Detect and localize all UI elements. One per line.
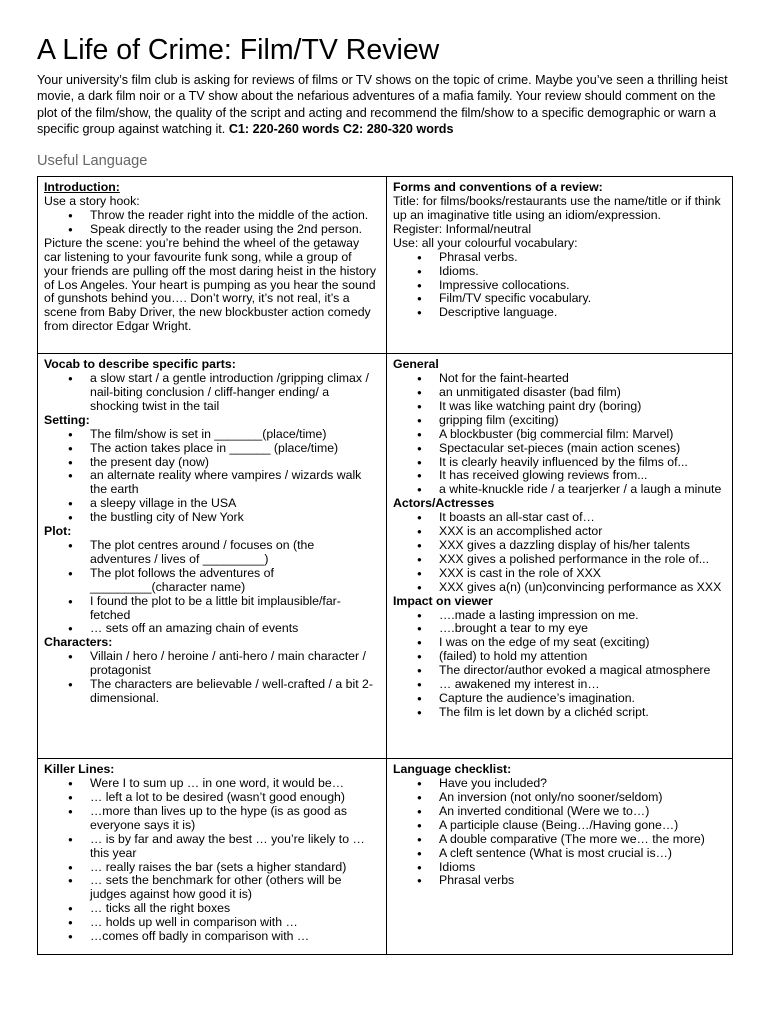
useful-language-heading: Useful Language [37, 153, 148, 170]
plot-heading: Plot: [44, 524, 72, 539]
list-item: ● an alternate reality where vampires / wizards walk the earth [90, 469, 378, 497]
checklist-cell [387, 759, 733, 955]
list-item: ● I was on the edge of my seat (exciting) [439, 636, 724, 650]
list-item: ● … sets the benchmark for other (others will be judges against how good it is) [90, 874, 378, 902]
list-item: ● Descriptive language. [439, 306, 724, 320]
list-item: ● Have you included? [439, 777, 724, 791]
forms-cell [387, 177, 733, 354]
list-item: ● the present day (now) [90, 456, 378, 470]
list-item: ● … sets off an amazing chain of events [90, 622, 378, 636]
list-item: ● Throw the reader right into the middle of the action. [90, 209, 378, 223]
language-table [37, 176, 733, 955]
characters-heading: Characters: [44, 635, 113, 650]
list-item: ● Spectacular set-pieces (main action scenes) [439, 442, 724, 456]
forms-heading: Forms and conventions of a review: [393, 180, 603, 195]
list-item: ● Idioms [439, 861, 724, 875]
list-item: ● The film is let down by a clichéd script. [439, 706, 724, 720]
vocab-cell [38, 354, 387, 759]
general-heading: General [393, 357, 439, 372]
impact-list [393, 609, 724, 720]
list-item: ● A participle clause (Being…/Having gone…) [439, 819, 724, 833]
list-item: ● … really raises the bar (sets a higher standard) [90, 861, 378, 875]
list-item: ● (failed) to hold my attention [439, 650, 724, 664]
killer-lines-heading: Killer Lines: [44, 762, 115, 777]
table-row [38, 354, 733, 759]
task-text: Your university’s film club is asking for reviews of films or TV shows on the topic of crime. Maybe you’ve seen a thrilling heist movie, a dark film noir or a TV show about the nefarious adventures of a mafia family. Your review should comment on the plot of the film/show, the quality of the script and acting and recommend the film/show to a specific demographic or warn a specific group against watching it. [37, 73, 728, 136]
list-item: ● The plot follows the adventures of _________(character name) [90, 567, 378, 595]
introduction-cell [38, 177, 387, 354]
list-item: ● …comes off badly in comparison with … [90, 930, 378, 944]
list-item: ● Villain / hero / heroine / anti-hero / main character / protagonist [90, 650, 378, 678]
introduction-example: Picture the scene: you’re behind the wheel of the getaway car listening to your favourite funk song, while a group of your friends are pulling off the most daring heist in the history of Los Angeles. Your heart is pumping as you hear the sound of gunshots behind you…. Don’t worry, it’s not real, it’s a scene from Baby Driver, the new blockbuster action comedy from director Edgar Wright. [44, 235, 376, 334]
list-item: ● The film/show is set in _______(place/time) [90, 428, 378, 442]
list-item: ● Phrasal verbs [439, 874, 724, 888]
list-item: ● …more than lives up to the hype (is as good as everyone says it is) [90, 805, 378, 833]
actors-list [393, 511, 724, 594]
plot-list [44, 539, 378, 636]
list-item: ● The plot centres around / focuses on (the adventures / lives of _________) [90, 539, 378, 567]
list-item: ● An inverted conditional (Were we to…) [439, 805, 724, 819]
table-row [38, 177, 733, 354]
forms-list [393, 251, 724, 321]
forms-register-line: Register: Informal/neutral [393, 221, 532, 236]
list-item: ● a slow start / a gentle introduction /gripping climax / nail-biting conclusion / cliff-hanger ending/ a shocking twist in the tail [90, 372, 378, 414]
document-page [37, 30, 733, 955]
list-item: ● ….brought a tear to my eye [439, 622, 724, 636]
checklist-list [393, 777, 724, 888]
list-item: ● the bustling city of New York [90, 511, 378, 525]
setting-list [44, 428, 378, 525]
general-cell [387, 354, 733, 759]
list-item: ● … left a lot to be desired (wasn’t good enough) [90, 791, 378, 805]
killer-lines-cell [38, 759, 387, 955]
list-item: ● gripping film (exciting) [439, 414, 724, 428]
list-item: ● Capture the audience’s imagination. [439, 692, 724, 706]
characters-list [44, 650, 378, 706]
task-description [37, 72, 733, 137]
list-item: ● Phrasal verbs. [439, 251, 724, 265]
list-item: ● Film/TV specific vocabulary. [439, 292, 724, 306]
list-item: ● … awakened my interest in… [439, 678, 724, 692]
list-item: ● A cleft sentence (What is most crucial is…) [439, 847, 724, 861]
list-item: ● a white-knuckle ride / a tearjerker / a laugh a minute [439, 483, 724, 497]
table-row [38, 759, 733, 955]
list-item: ● The director/author evoked a magical atmosphere [439, 664, 724, 678]
list-item: ● It has received glowing reviews from... [439, 469, 724, 483]
list-item: ● … ticks all the right boxes [90, 902, 378, 916]
list-item: ● The action takes place in ______ (place/time) [90, 442, 378, 456]
vocab-heading: Vocab to describe specific parts: [44, 357, 236, 372]
setting-heading: Setting: [44, 412, 90, 427]
list-item: ● XXX gives a(n) (un)convincing performance as XXX [439, 581, 724, 595]
list-item: ● XXX gives a polished performance in the role of... [439, 553, 724, 567]
list-item: ● Impressive collocations. [439, 279, 724, 293]
introduction-heading: Introduction: [44, 180, 120, 195]
list-item: ● A double comparative (The more we… the more) [439, 833, 724, 847]
story-hook-label: Use a story hook: [44, 194, 140, 209]
list-item: ● An inversion (not only/no sooner/seldom) [439, 791, 724, 805]
list-item: ● Not for the faint-hearted [439, 372, 724, 386]
list-item: ● XXX is cast in the role of XXX [439, 567, 724, 581]
list-item: ● … is by far and away the best … you’re likely to … this year [90, 833, 378, 861]
list-item: ● a sleepy village in the USA [90, 497, 378, 511]
forms-title-line: Title: for films/books/restaurants use the name/title or if think up an imaginative title using an idiom/expression. [393, 194, 721, 222]
list-item: ● I found the plot to be a little bit implausible/far-fetched [90, 595, 378, 623]
page-title: A Life of Crime: Film/TV Review [37, 34, 440, 66]
introduction-list [44, 209, 378, 237]
list-item: ● It is clearly heavily influenced by the films of... [439, 456, 724, 470]
list-item: ● Were I to sum up … in one word, it would be… [90, 777, 378, 791]
list-item: ● XXX is an accomplished actor [439, 525, 724, 539]
list-item: ● It was like watching paint dry (boring) [439, 400, 724, 414]
actors-heading: Actors/Actresses [393, 496, 495, 511]
list-item: ● The characters are believable / well-crafted / a bit 2-dimensional. [90, 678, 378, 706]
vocab-list [44, 372, 378, 414]
list-item: ● … holds up well in comparison with … [90, 916, 378, 930]
list-item: ● XXX gives a dazzling display of his/her talents [439, 539, 724, 553]
list-item: ● Speak directly to the reader using the 2nd person. [90, 223, 378, 237]
list-item: ● It boasts an all-star cast of… [439, 511, 724, 525]
killer-lines-list [44, 777, 378, 944]
impact-heading: Impact on viewer [393, 593, 493, 608]
forms-use-line: Use: all your colourful vocabulary: [393, 235, 578, 250]
checklist-heading: Language checklist: [393, 762, 512, 777]
list-item: ● ….made a lasting impression on me. [439, 609, 724, 623]
list-item: ● Idioms. [439, 265, 724, 279]
list-item: ● A blockbuster (big commercial film: Marvel) [439, 428, 724, 442]
list-item: ● an unmitigated disaster (bad film) [439, 386, 724, 400]
word-counts: C1: 220-260 words C2: 280-320 words [228, 121, 454, 136]
general-list [393, 372, 724, 497]
